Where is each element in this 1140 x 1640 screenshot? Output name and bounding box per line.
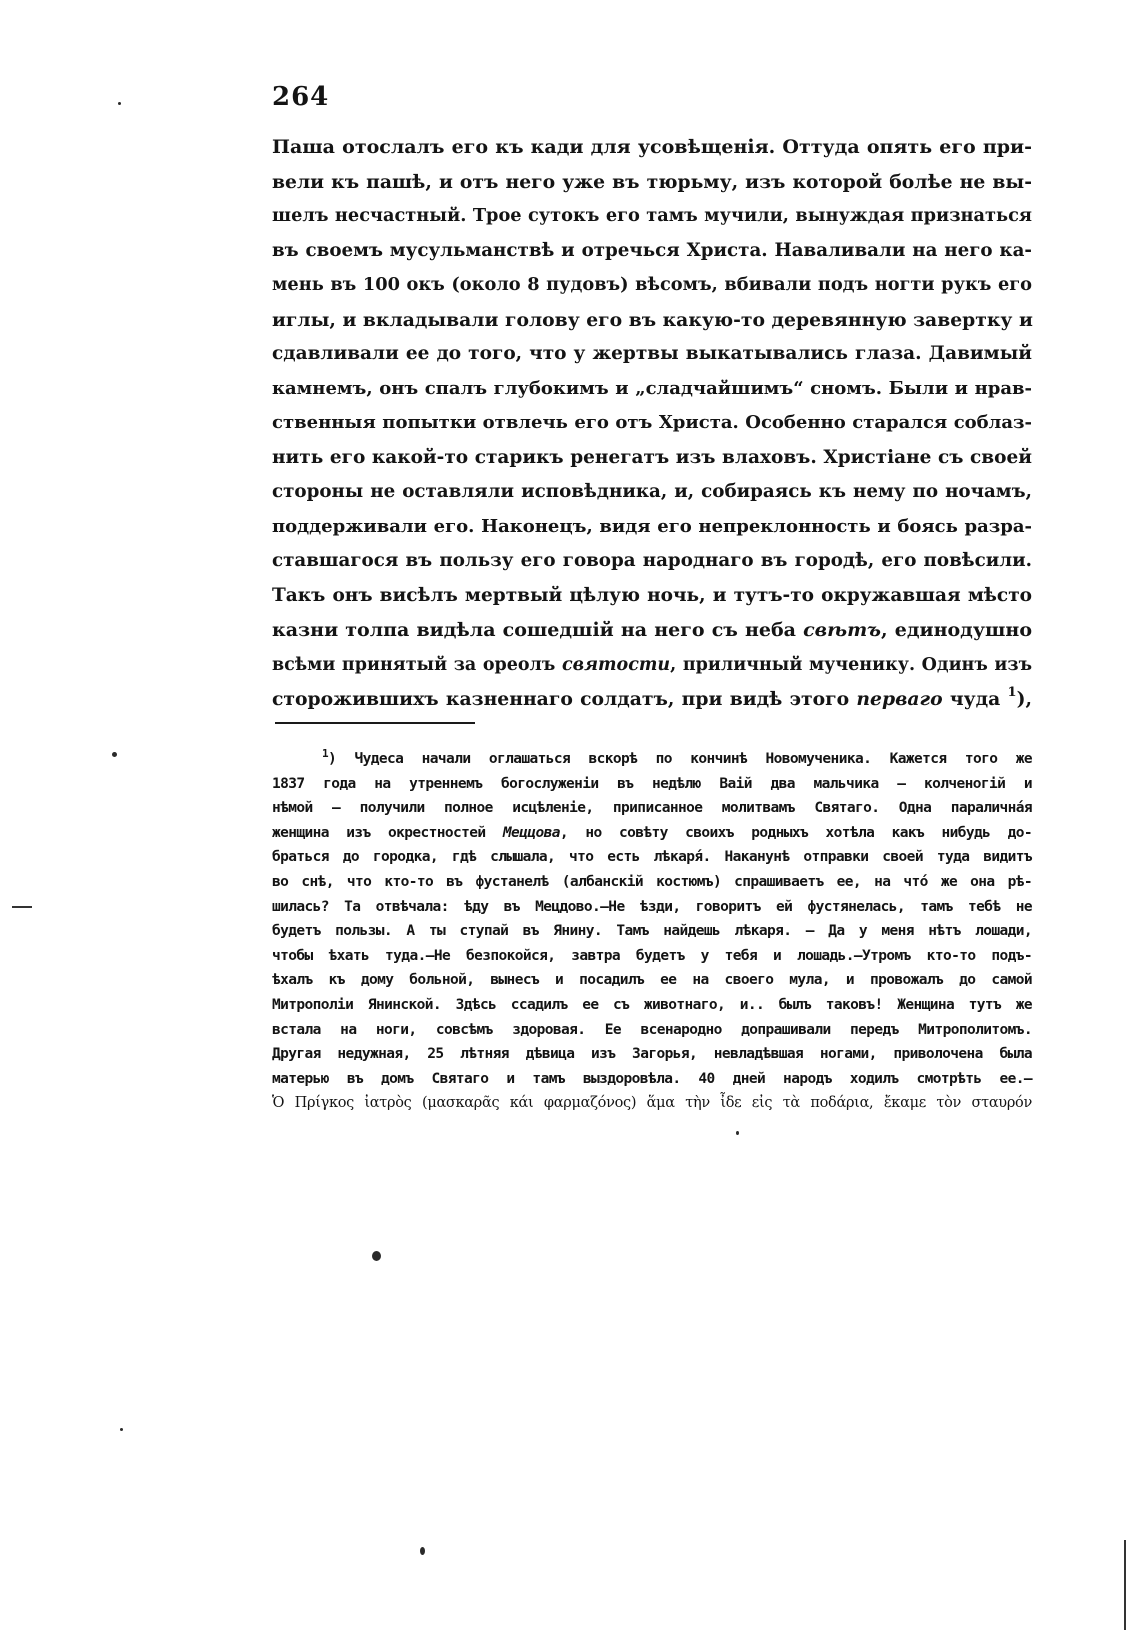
text-run: казни толпа видѣла сошедшій на него съ неба [272,619,804,641]
text-line: нить его какой-то старикъ ренегатъ изъ влаховъ. Христіане съ своей [272,446,1032,468]
scan-edge-mark [12,906,32,908]
text-line: Паша отослалъ его къ кади для усовѣщенія. Оттуда опять его при- [272,136,1032,158]
text-run: , но совѣту своихъ родныхъ хотѣла какъ нибудь до- [559,824,1032,841]
italic-word: перваго [856,688,943,710]
footnote-line [272,821,1032,846]
footnote-line: Другая недужная, 25 лѣтняя дѣвица изъ Загорья, невладѣвшая ногами, приволочена была [272,1046,1032,1063]
text-run: , приличный мученику. Одинъ изъ [670,654,1032,675]
scan-edge-mark [1124,1540,1126,1630]
text-line: сдавливали ее до того, что у жертвы выкатывались глаза. Давимый [272,343,1032,364]
text-run: женщина изъ окрестностей [272,824,503,841]
text-run: , единодушно [881,619,1032,641]
footnote-line: ѣхалъ къ дому больной, вынесъ и посадилъ ее на своего мула, и провожалъ до самой [272,972,1032,989]
footnote-line: браться до городка, гдѣ слышала, что есть лѣкаря́. Наканунѣ отправки своей туда видитъ [272,849,1032,866]
text-line: Такъ онъ висѣлъ мертвый цѣлую ночь, и тутъ-то окружавшая мѣсто [272,584,1032,606]
text-line: стороны не оставляли исповѣдника, и, собираясь къ нему по ночамъ, [272,481,1032,502]
text-line: вели къ пашѣ, и отъ него уже въ тюрьму, изъ которой болѣе не вы- [272,170,1032,193]
footnote-line: нѣмой — получили полное исцѣленіе, приписанное молитвамъ Святаго. Одна паралична́я [272,800,1032,817]
footnote-line: Ὁ Πρίγκος ἰατρὸς (μασκαρᾶς κάι φαρμαζόνος) ἅμα τὴν ἶδε εἰς τὰ ποδάρια, ἔκαμε τὸν σταυρόν [272,1095,1032,1112]
main-text [272,130,1032,717]
text-line: мень въ 100 окъ (около 8 пудовъ) вѣсомъ, вбивали подъ ногти рукъ его [272,274,1032,295]
text-line: поддерживали его. Наконецъ, видя его непреклонность и боясь разра- [272,515,1032,537]
footnote [272,747,1032,1116]
text-run: ) Чудеса начали оглашаться вскорѣ по кончинѣ Новомученика. Кажется того же [328,751,1032,767]
scan-speck [372,1251,381,1261]
footnote-line: будетъ пользы. А ты ступай въ Янину. Тамъ найдешь лѣкаря. — Да у меня нѣтъ лошади, [272,923,1032,940]
text-run: чуда [942,688,1008,710]
footnote-line: матерью въ домъ Святаго и тамъ выздоровѣла. 40 дней народъ ходилъ смотрѣть ее.— [272,1070,1032,1087]
footnote-divider [275,722,475,724]
text-line: камнемъ, онъ спалъ глубокимъ и „сладчайшимъ“ сномъ. Были и нрав- [272,377,1032,399]
italic-word: святости [561,654,671,675]
footnote-line: встала на ноги, совсѣмъ здоровая. Ее всенародно допрашивали передъ Митрополитомъ. [272,1021,1032,1038]
scan-speck [118,102,121,105]
text-run: всѣми принятый за ореолъ [272,654,562,675]
text-line: шелъ несчастный. Трое сутокъ его тамъ мучили, вынуждая признаться [272,205,1032,226]
text-line: ственныя попытки отвлечь его отъ Христа. Особенно старался соблаз- [272,412,1032,433]
text-line [272,648,1032,683]
scan-speck [420,1547,425,1555]
text-run: ), [1016,688,1032,710]
italic-word: Меццова [502,824,560,841]
footnote-line [272,747,1032,772]
text-line: иглы, и вкладывали голову его въ какую-то деревянную завертку и [272,308,1033,331]
text-line [272,682,1032,717]
scan-speck [736,1131,739,1135]
page-number: 264 [272,82,330,112]
scan-speck [112,752,117,757]
italic-word: свѣтъ [803,619,881,641]
footnote-line: чтобы ѣхать туда.—Не безпокойся, завтра будетъ у тебя и лошадь.—Утромъ кто-то подъ- [272,947,1032,964]
text-line: ставшагося въ пользу его говора народнаго въ городѣ, его повѣсили. [272,550,1032,571]
footnote-line: 1837 года на утреннемъ богослуженіи въ недѣлю Вaiй два мальчика — колченогій и [272,775,1032,792]
footnote-marker: 1 [322,747,329,760]
footnote-line: во снѣ, что кто-то въ фустанелѣ (албанскій костюмъ) спрашиваетъ ее, на что́ же она рѣ- [272,873,1032,890]
text-line [272,613,1032,648]
footnote-reference: 1 [1007,685,1017,700]
text-run: сторожившихъ казненнаго солдатъ, при видѣ этого [272,688,857,710]
footnote-line: шилась? Та отвѣчала: ѣду въ Мецдово.—Не ѣзди, говоритъ ей фустянелась, тамъ тебѣ не [272,898,1032,915]
text-line: въ своемъ мусульманствѣ и отречься Христа. Наваливали на него ка- [272,239,1032,261]
scan-speck [120,1428,123,1431]
footnote-line: Митрополіи Янинской. Здѣсь ссадилъ ее съ животнаго, и.. былъ таковъ! Женщина тутъ же [272,996,1032,1013]
